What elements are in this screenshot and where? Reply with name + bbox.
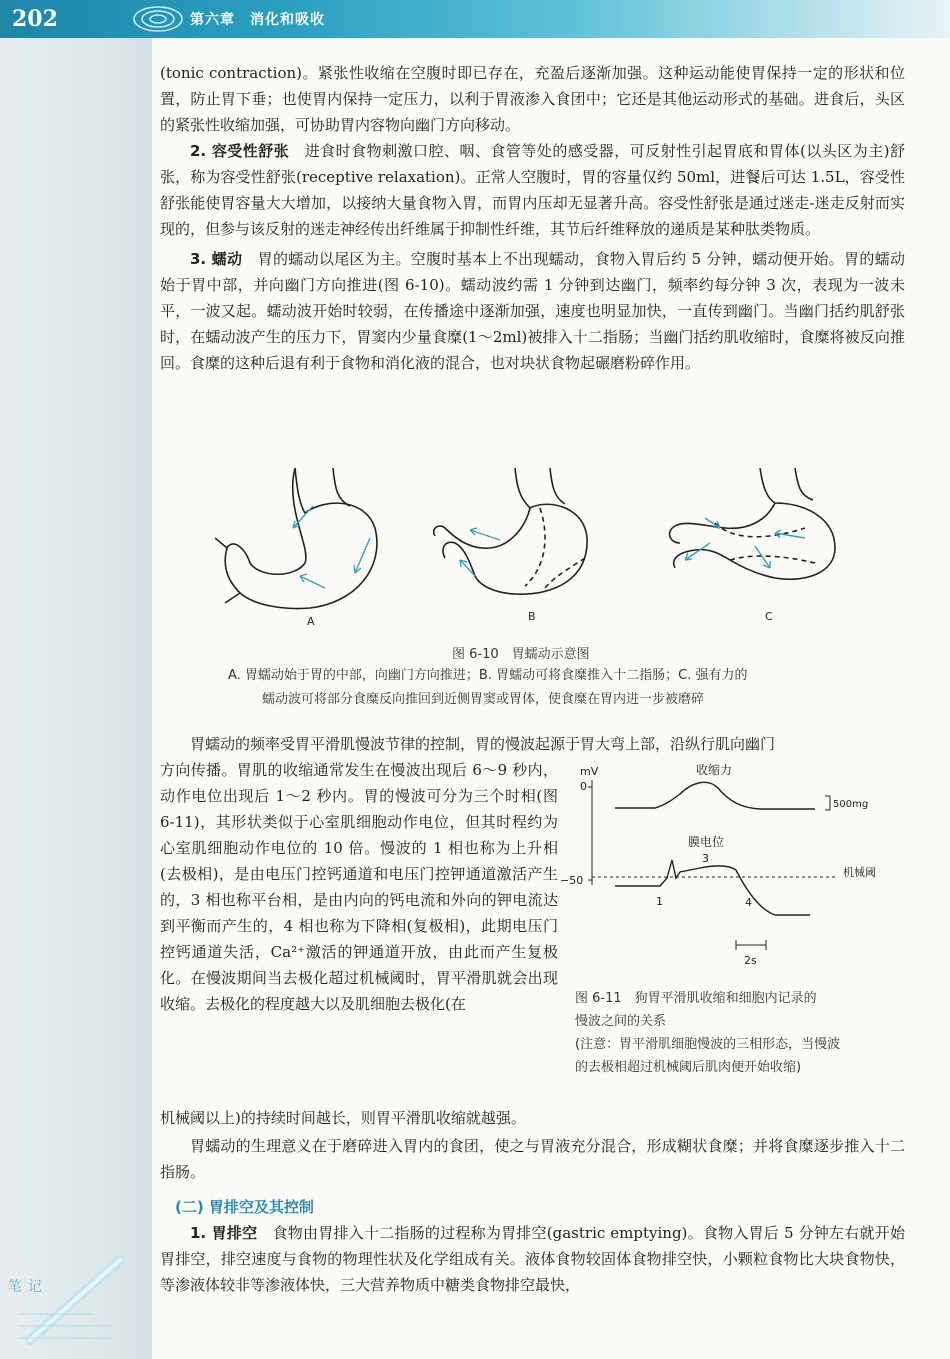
contraction-force-label: 收缩力 <box>696 763 733 777</box>
pencil-icon <box>20 1250 130 1350</box>
margin-sidebar <box>0 0 152 1359</box>
page-number: 202 <box>12 6 58 32</box>
slow-wave-last-line <box>160 1105 905 1131</box>
phase-4-label: 4 <box>745 896 752 909</box>
paragraph-tonic: (tonic contraction)。紧张性收缩在空腹时即已存在，充盈后逐渐加强。这种运动能使胃保持一定的形状和位置，防止胃下垂；也使胃内保持一定压力，以利于胃液渗入食团中；它还是其他运动形式的基础。进食后，头区的紧张性收缩加强，可协助胃内容物向幽门方向移动。 <box>160 64 905 134</box>
heading-receptive-relaxation: 2. 容受性舒张 <box>190 142 290 160</box>
time-scale-label: 2s <box>744 954 757 967</box>
phase-3-label: 3 <box>702 852 709 865</box>
stomach-diagram-c <box>670 468 835 579</box>
paragraph-peristalsis <box>160 246 905 376</box>
paragraph-receptive-relaxation <box>160 138 905 242</box>
emptying-text-block <box>160 1220 905 1298</box>
figure-6-10-label-b: B <box>528 610 536 623</box>
notes-label: 笔记 <box>8 1279 48 1295</box>
figure-6-11-caption-note-1: (注意：胃平滑肌细胞慢波的三相形态，当慢波 <box>575 1037 841 1052</box>
figure-6-10-label-a: A <box>307 615 315 628</box>
axis-minus50-label: −50 <box>560 874 584 887</box>
heading-gastric-emptying: 1. 胃排空 <box>190 1224 258 1242</box>
page-header <box>0 0 950 38</box>
membrane-potential-label: 膜电位 <box>688 835 725 849</box>
paragraph-gastric-emptying <box>160 1220 905 1298</box>
section-heading-gastric-emptying: (二) 胃排空及其控制 <box>175 1198 314 1216</box>
body-peristalsis: 胃的蠕动以尾区为主。空腹时基本上不出现蠕动，食物入胃后约 5 分钟，蠕动便开始。胃的蠕动始于胃中部，并向幽门方向推进(图 6-10)。蠕动波约需 1 分钟到达幽门，频率约每分钟 3 次，表现为一波未平，一波又起。蠕动波开始时较弱，在传播途中逐渐加强，速度也明显加快，一直传到幽门。当幽门括约肌舒张时，在蠕动波产生的压力下，胃窦内少量食糜(1～2ml)被排入十二指肠；当幽门括约肌收缩时，食糜将被反向推回。食糜的这种后退有利于食物和消化液的混合，也对块状食物起碾磨粉碎作用。 <box>160 250 905 372</box>
slow-wave-first-line <box>160 731 905 757</box>
axis-unit-mv: mV <box>580 765 599 778</box>
stomach-diagram-b <box>434 468 587 594</box>
top-text-block <box>160 60 905 376</box>
bottom-text-block <box>160 1133 905 1185</box>
slow-wave-text-column <box>160 757 558 1017</box>
figure-6-11-caption-note-2: 的去极相超过机械阈后肌肉便开始收缩) <box>575 1060 802 1075</box>
body-receptive-relaxation: 进食时食物刺激口腔、咽、食管等处的感受器，可反射性引起胃底和胃体(以头区为主)舒张，称为容受性舒张(receptive relaxation)。正常人空腹时，胃的容量仅约 50ml，进餐后可达 1.5L，容受性舒张能使胃容量大大增加，以接纳大量食物入胃，而胃内压却无显著升高。容受性舒张是通过迷走-迷走反射而实现的，但参与该反射的迷走神经传出纤维属于抑制性纤维，其节后纤维释放的递质是某种肽类物质。 <box>160 142 905 238</box>
force-scale-label: 500mg <box>833 799 869 810</box>
chapter-title: 第六章 消化和吸收 <box>190 12 325 28</box>
figure-6-11 <box>560 760 900 980</box>
figure-6-10-caption-title: 图 6-10 胃蠕动示意图 <box>452 647 590 662</box>
paragraph-peristalsis-significance: 胃蠕动的生理意义在于磨碎进入胃内的食团，使之与胃液充分混合，形成糊状食糜；并将食糜逐步推入十二指肠。 <box>160 1137 905 1181</box>
heading-peristalsis: 3. 蠕动 <box>190 250 243 268</box>
axis-zero-label: 0 <box>580 780 587 793</box>
paragraph-slow-wave-first: 胃蠕动的频率受胃平滑肌慢波节律的控制，胃的慢波起源于胃大弯上部，沿纵行肌向幽门 <box>190 735 776 753</box>
stomach-diagram-a <box>215 468 377 608</box>
figure-6-10-caption-line1: A. 胃蠕动始于胃的中部，向幽门方向推进；B. 胃蠕动可将食糜推入十二指肠；C. 强有力的 <box>228 668 748 683</box>
contraction-force-trace <box>615 782 815 809</box>
phase-1-label: 1 <box>656 895 663 908</box>
figure-6-11-caption-title: 图 6-11 狗胃平滑肌收缩和细胞内记录的 <box>575 991 817 1006</box>
membrane-potential-trace <box>615 860 810 915</box>
body-gastric-emptying: 食物由胃排入十二指肠的过程称为胃排空(gastric emptying)。食物入胃后 5 分钟左右就开始胃排空，排空速度与食物的物理性状及化学组成有关。液体食物较固体食物排空快，小颗粒食物比大块食物快，等渗液体较非等渗液体快，三大营养物质中糖类食物排空最快， <box>160 1224 906 1294</box>
figure-6-10 <box>215 468 855 638</box>
decorative-swirl-icon <box>128 0 188 38</box>
paragraph-slow-wave-last: 机械阈以上)的持续时间越长，则胃平滑肌收缩就越强。 <box>160 1109 526 1127</box>
figure-6-11-caption-title-2: 慢波之间的关系 <box>575 1014 667 1029</box>
figure-6-10-label-c: C <box>765 610 773 623</box>
paragraph-slow-wave-body: 方向传播。胃肌的收缩通常发生在慢波出现后 6～9 秒内，动作电位出现后 1～2 秒内。胃的慢波可分为三个时相(图 6-11)，其形状类似于心室肌细胞动作电位，但其时程约为心室肌细胞动作电位的 10 倍。慢波的 1 相也称为上升相(去极相)，是由电压门控钙通道和电压门控钾通道激活产生的，3 相也称平台相，是由内向的钙电流和外向的钾电流达到平衡而产生的，4 相也称为下降相(复极相)，此期电压门控钙通道失活，Ca²⁺激活的钾通道开放，由此而产生复极化。在慢波期间当去极化超过机械阈时，胃平滑肌就会出现收缩。去极化的程度越大以及肌细胞去极化(在 <box>160 761 558 1013</box>
figure-6-10-caption-line2: 蠕动波可将部分食糜反向推回到近侧胃窦或胃体，使食糜在胃内进一步被磨碎 <box>262 692 705 707</box>
mechanical-threshold-label: 机械阈 <box>843 866 876 879</box>
